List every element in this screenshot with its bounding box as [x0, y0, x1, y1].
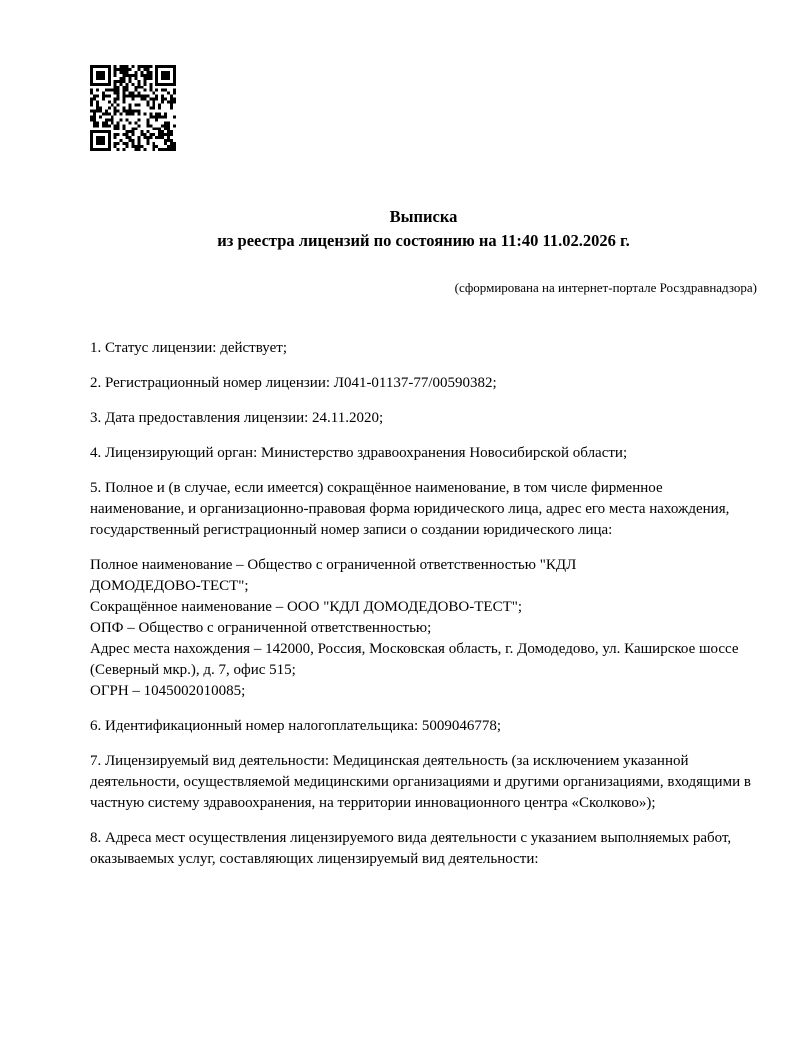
qr-code — [90, 65, 176, 151]
paragraph-line: 1. Статус лицензии: действует; — [90, 340, 287, 356]
paragraph — [90, 555, 757, 702]
paragraph — [90, 443, 757, 464]
document-title — [90, 205, 757, 253]
paragraph — [90, 751, 757, 814]
paragraph — [90, 338, 757, 359]
paragraph-line: 3. Дата предоставления лицензии: 24.11.2020; — [90, 410, 384, 426]
paragraph-line: ДОМОДЕДОВО-ТЕСТ"; — [90, 578, 249, 594]
paragraph-line: 2. Регистрационный номер лицензии: Л041-01137-77/00590382; — [90, 375, 497, 391]
paragraph-line: 6. Идентификационный номер налогоплательщика: 5009046778; — [90, 718, 502, 734]
title-line-1: Выписка — [389, 207, 458, 226]
paragraph-line: 5. Полное и (в случае, если имеется) сокращённое наименование, в том числе фирменное наименование, и организационно-правовая форма юридического лица, адрес его места нахождения, государственный регистрационный номер записи о создании юридического лица: — [90, 480, 730, 538]
formation-note: (сформирована на интернет-портале Росздравнадзора) — [454, 280, 757, 295]
paragraph-line: 8. Адреса мест осуществления лицензируемого вида деятельности с указанием выполняемых работ, оказываемых услуг, составляющих лицензируемый вид деятельности: — [90, 830, 732, 867]
paragraph — [90, 373, 757, 394]
paragraph-line: Адрес места нахождения – 142000, Россия, Московская область, г. Домодедово, ул. Каширское шоссе (Северный мкр.), д. 7, офис 515; — [90, 641, 739, 678]
paragraph — [90, 408, 757, 429]
qr-code-image — [90, 65, 176, 151]
paragraph-line: Полное наименование – Общество с ограниченной ответственностью "КДЛ — [90, 557, 577, 573]
paragraph-line: ОПФ – Общество с ограниченной ответственностью; — [90, 620, 432, 636]
document-body — [90, 338, 757, 870]
document-content — [90, 205, 757, 884]
paragraph-line: 4. Лицензирующий орган: Министерство здравоохранения Новосибирской области; — [90, 445, 628, 461]
paragraph-line: Сокращённое наименование – ООО "КДЛ ДОМОДЕДОВО-ТЕСТ"; — [90, 599, 523, 615]
title-line-2: из реестра лицензий по состоянию на 11:40 11.02.2026 г. — [217, 231, 630, 250]
paragraph — [90, 478, 757, 541]
paragraph — [90, 828, 757, 870]
paragraph-line: ОГРН – 1045002010085; — [90, 683, 246, 699]
paragraph — [90, 716, 757, 737]
paragraph-line: 7. Лицензируемый вид деятельности: Медицинская деятельность (за исключением указанной деятельности, осуществляемой медицинскими организациями и другими организациями, входящими в частную систему здравоохранения, на территории инновационного центра «Сколково»); — [90, 753, 751, 811]
